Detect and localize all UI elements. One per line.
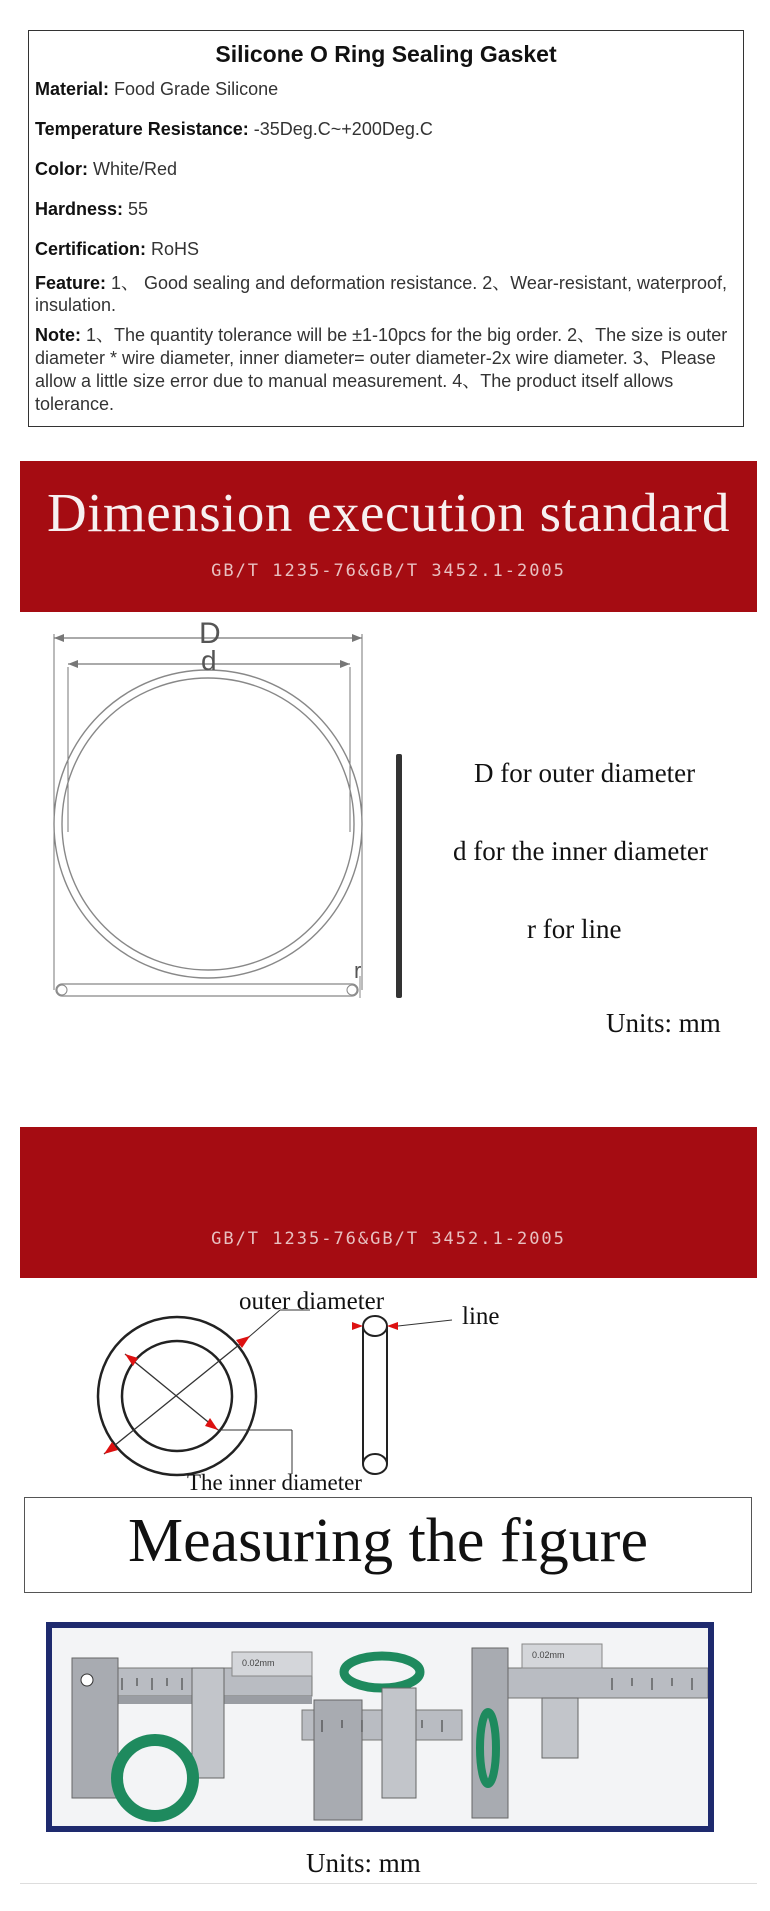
spec-value: -35Deg.C~+200Deg.C	[248, 119, 433, 139]
inner-ring-circle	[62, 678, 354, 970]
spec-label: Certification:	[35, 239, 147, 259]
spec-table	[28, 30, 744, 427]
measuring-title-box	[24, 1497, 752, 1593]
dimension-standard-banner	[20, 461, 757, 612]
label-outer-D: D	[199, 617, 221, 650]
banner-subtitle: GB/T 1235-76&GB/T 3452.1-2005	[211, 561, 566, 581]
outer-diameter-label: outer diameter	[239, 1288, 385, 1315]
diameter-measure-diagram	[0, 1278, 770, 1498]
spec-value: 55	[123, 199, 149, 219]
banner-subtitle: GB/T 1235-76&GB/T 3452.1-2005	[211, 1229, 566, 1249]
ring-dimension-diagram	[0, 612, 770, 1042]
legend-inner-diameter: d for the inner diameter	[453, 836, 708, 866]
spec-row-feature	[35, 272, 737, 316]
label-line-r: r	[354, 958, 362, 983]
spec-row-note	[35, 324, 737, 416]
spec-label: Color:	[35, 159, 88, 179]
banner-title: Dimension execution standard	[47, 482, 730, 543]
outer-ring-circle	[54, 670, 362, 978]
spec-value: White/Red	[88, 159, 178, 179]
caliper-reading-2: 0.02mm	[532, 1650, 565, 1660]
spec-row-hardness	[35, 198, 737, 220]
inner-diameter-label: The inner diameter	[187, 1470, 362, 1495]
standard-banner-2	[20, 1127, 757, 1278]
measuring-units-label: Units: mm	[306, 1848, 421, 1878]
spec-label: Temperature Resistance:	[35, 119, 249, 139]
legend-outer-diameter: D for outer diameter	[474, 758, 696, 788]
units-label: Units: mm	[606, 1008, 721, 1038]
spec-label: Note:	[35, 325, 81, 345]
caliper-measurement-photo	[46, 1622, 714, 1832]
bottom-divider	[20, 1883, 757, 1884]
spec-value: 1、 Good sealing and deformation resistance. 2、Wear-resistant, waterproof, insulation.	[35, 273, 727, 315]
label-inner-d: d	[201, 645, 217, 676]
spec-title: Silicone O Ring Sealing Gasket	[215, 41, 557, 67]
spec-row-certification	[35, 238, 737, 260]
spec-value: RoHS	[146, 239, 200, 259]
spec-row-color	[35, 158, 737, 180]
spec-row-material	[35, 78, 737, 100]
spec-value: Food Grade Silicone	[109, 79, 279, 99]
spec-label: Feature:	[35, 273, 107, 293]
spec-label: Material:	[35, 79, 110, 99]
caliper-reading-1: 0.02mm	[242, 1658, 275, 1668]
spec-value: 1、The quantity tolerance will be ±1-10pcs for the big order. 2、The size is outer diameter * wire diameter, inner diameter= outer diameter-2x wire diameter. 3、Please allow a little size error due to manual measurement. 4、The product itself allows tolerance.	[35, 325, 728, 414]
measuring-title: Measuring the figure	[128, 1507, 648, 1575]
line-label: line	[462, 1303, 500, 1330]
legend-line: r for line	[527, 914, 622, 944]
spec-row-temperature	[35, 118, 737, 140]
spec-label: Hardness:	[35, 199, 124, 219]
